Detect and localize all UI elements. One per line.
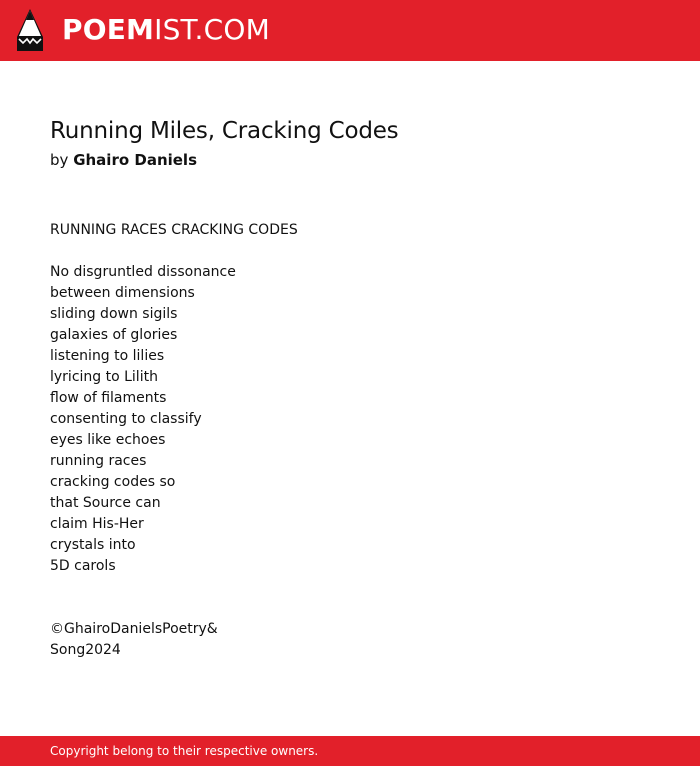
- poem-line: running races: [50, 453, 147, 469]
- poem-byline: [50, 150, 660, 170]
- poem-line: between dimensions: [50, 285, 195, 301]
- poem-copyright: [50, 619, 660, 661]
- pencil-tip-icon: [17, 9, 43, 51]
- poem-content: [50, 112, 660, 661]
- poem-line: No disgruntled dissonance: [50, 264, 236, 280]
- poem-line: eyes like echoes: [50, 432, 166, 448]
- poem-line: claim His-Her: [50, 516, 144, 532]
- site-header: [0, 0, 700, 61]
- poem-author: Ghairo Daniels: [73, 151, 198, 169]
- poem-lines: [50, 262, 660, 577]
- site-logo-text: [62, 9, 270, 51]
- poem-heading: RUNNING RACES CRACKING CODES: [50, 222, 298, 238]
- site-footer: [0, 736, 700, 766]
- logo-light-text: IST.COM: [154, 13, 270, 46]
- poem-line: lyricing to Lilith: [50, 369, 158, 385]
- poem-line: sliding down sigils: [50, 306, 178, 322]
- poem-line: galaxies of glories: [50, 327, 178, 343]
- poem-line: consenting to classify: [50, 411, 202, 427]
- poem-line: listening to lilies: [50, 348, 165, 364]
- footer-copyright-text: Copyright belong to their respective owners.: [50, 744, 319, 758]
- site-logo-link[interactable]: [17, 9, 270, 51]
- poem-body: [50, 220, 660, 661]
- poem-title: Running Miles, Cracking Codes: [50, 118, 399, 144]
- poem-line: that Source can: [50, 495, 161, 511]
- poem-line: crystals into: [50, 537, 136, 553]
- poem-line: flow of filaments: [50, 390, 167, 406]
- by-label: by: [50, 151, 69, 169]
- poem-copyright-line: Song2024: [50, 642, 121, 658]
- logo-bold-text: POEM: [62, 13, 155, 46]
- poem-copyright-line: ©GhairoDanielsPoetry&: [50, 621, 218, 637]
- poem-line: cracking codes so: [50, 474, 176, 490]
- poem-line: 5D carols: [50, 558, 116, 574]
